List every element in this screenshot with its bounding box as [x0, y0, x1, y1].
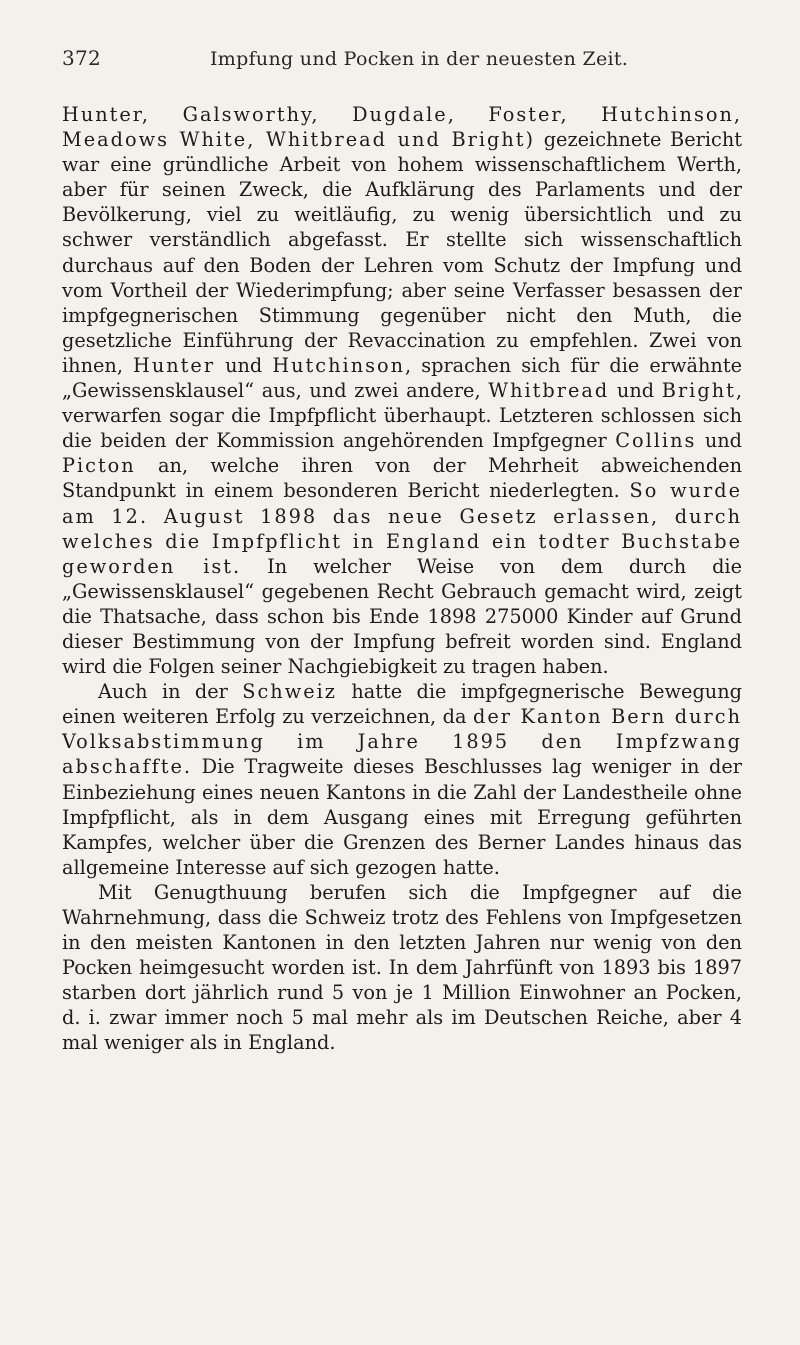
- spaced-emphasis-text: So wurde am 12. August 1898 das neue Gesetz erlassen, durch welches die Impfpflicht in England ein todter Buchstabe geworden ist.: [62, 479, 742, 578]
- spaced-emphasis-text: Bright: [661, 379, 736, 403]
- text-run: hatte die impfgegnerische Bewegung einen weiteren Erfolg zu verzeichnen, da: [62, 680, 742, 729]
- text-run: und: [609, 379, 662, 403]
- text-run: gezeichnete Bericht war eine gründliche Arbeit von hohem wissenschaftlichem Werth, aber für seinen Zweck, die Aufklärung des Parlaments und der Bevölkerung, viel zu weitläufig, zu wenig übersichtlich und zu schwer verständlich abgefasst. Er stellte sich wissenschaftlich durchaus auf den Boden der Lehren vom Schutz der Impfung und vom Vortheil der Wiederimpfung; aber seine Verfasser besassen der impfgegnerischen Stimmung gegenüber nicht den Muth, die gesetzliche Einführung der Revaccination zu empfehlen. Zwei von ihnen,: [62, 128, 742, 377]
- spaced-emphasis-text: Hunter: [133, 353, 216, 377]
- page-number: 372: [62, 46, 102, 70]
- paragraph-2: [62, 679, 742, 880]
- spaced-emphasis-text: Hutchinson: [272, 353, 406, 377]
- running-title: Impfung und Pocken in der neuesten Zeit.: [210, 48, 629, 70]
- text-run: , sprachen sich für die erwähnte „Gewissensklausel“ aus, und zwei andere,: [62, 353, 742, 403]
- text-run: In welcher Weise von dem durch die „Gewissensklausel“ gegebenen Recht Gebrauch gemacht wird, zeigt die Thatsache, dass schon bis Ende 1898 275000 Kinder auf Grund dieser Bestimmung von der Impfung befreit worden sind. England wird die Folgen seiner Nachgiebigkeit zu tragen haben.: [62, 554, 742, 679]
- spaced-emphasis-text: Hunter, Galsworthy, Dugdale, Foster, Hutchinson, Meadows White, Whitbread und Bright): [62, 103, 742, 152]
- text-run: Mit Genugthuung berufen sich die Impfgegner auf die Wahrnehmung, dass die Schweiz trotz des Fehlens von Impfgesetzen in den meisten Kantonen in den letzten Jahren nur wenig von den Pocken heimgesucht worden ist. In dem Jahrfünft von 1893 bis 1897 starben dort jährlich rund 5 von je 1 Million Einwohner an Pocken, d. i. zwar immer noch 5 mal mehr als im Deutschen Reiche, aber 4 mal weniger als in England.: [62, 880, 742, 1055]
- text-run: und: [696, 429, 742, 453]
- text-run: Die Tragweite dieses Beschlusses lag weniger in der Einbeziehung eines neuen Kantons in die Zahl der Landestheile ohne Impfpflicht, als in dem Ausgang eines mit Erregung geführten Kampfes, welcher über die Grenzen des Berner Landes hinaus das allgemeine Interesse auf sich gezogen hatte.: [62, 755, 742, 879]
- running-head: [62, 46, 742, 90]
- text-run: an, welche ihren von der Mehrheit abweichenden Standpunkt in einem besonderen Bericht niederlegten.: [62, 454, 742, 503]
- spaced-emphasis-text: Schweiz: [242, 680, 337, 704]
- paragraph-1: [62, 102, 742, 679]
- paragraph-3: [62, 880, 742, 1056]
- spaced-emphasis-text: der Kanton Bern durch Volksabstimmung im Jahre 1895 den Impfzwang abschaffte.: [62, 705, 742, 779]
- body-text: [62, 102, 742, 1056]
- text-run: und: [215, 353, 273, 377]
- spaced-emphasis-text: Picton: [62, 454, 136, 478]
- spaced-emphasis-text: Whitbread: [488, 379, 610, 403]
- text-run: Auch in der: [98, 680, 243, 704]
- spaced-emphasis-text: Collins: [615, 429, 697, 453]
- text-run: , verwarfen sogar die Impfpflicht überhaupt. Letzteren schlossen sich die beiden der Kommission angehörenden Impfgegner: [62, 379, 742, 453]
